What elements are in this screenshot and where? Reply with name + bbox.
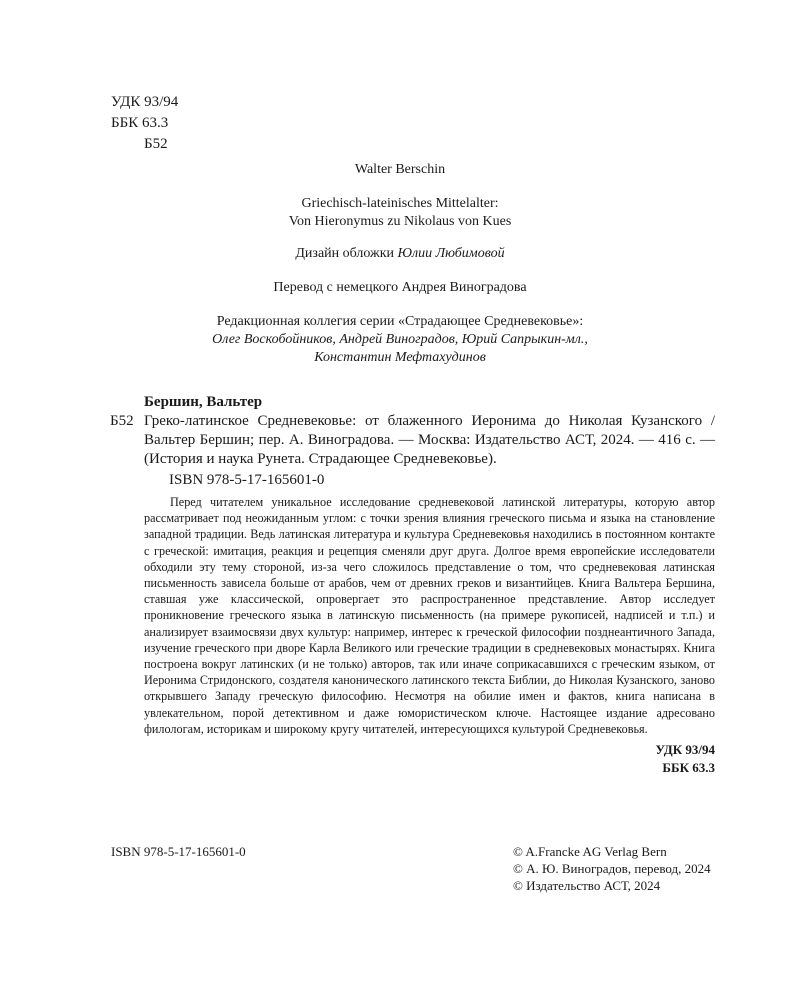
original-author: Walter Berschin: [354, 162, 446, 177]
original-title-line-2: Von Hieronymus zu Nikolaus von Kues: [288, 214, 512, 229]
original-title-line-1: Griechisch-lateinisches Mittelalter:: [301, 196, 499, 211]
bibliographic-record: [110, 393, 715, 490]
copyright-line: © Издательство АСТ, 2024: [513, 878, 661, 893]
copyright-line: © A.Francke AG Verlag Bern: [513, 844, 667, 859]
record-entry: [110, 412, 715, 469]
record-isbn: ISBN 978-5-17-165601-0: [169, 472, 325, 488]
record-text: Греко-латинское Средневековье: от блаженного Иеронима до Николая Кузанского / Вальтер Бершин; пер. А. Виноградова. — Москва: Издательство АСТ, 2024. — 416 с. — (История и наука Рунета. Страдающее Средневековье).: [144, 413, 715, 467]
editorial-board: [110, 313, 690, 367]
annotation-codes: [656, 741, 715, 777]
annotation-udk: УДК 93/94: [655, 742, 715, 757]
annotation: Перед читателем уникальное исследование средневековой латинской литературы, которую автор рассматривает под неожиданным углом: с точки зрения влияния греческого письма и языка на становление западной традиции. Ведь латинская литература и культура Средневековья находились в постоянном контакте с греческой: имитация, реакция и рецепция сменяли друг друга. Долгое время европейские исследователи обходили эту тему стороной, из-за чего сложилось представление о том, что средневековая латинская письменность зависела больше от арабов, чем от древних греков и византийцев. Книга Вальтера Бершина, ставшая уже классической, опровергает это распространенное представление. Автор исследует проникновение греческого языка в латинскую письменность (на примере рукописей, надписей и т.п.) и анализирует взаимосвязи двух культур: например, интерес к греческой философии позднеантичного Запада, изучение греческого при дворе Карла Великого или греческие традиции в средневековых монастырях. Книга построена вокруг латинских (и не только) авторов, так или иначе соприкасавшихся с греческим языком, от Иеронима Стридонского, создателя канонического латинского текста Библии, до Николая Кузанского, заново открывшего Западу греческую философию. Несмотря на обилие имен и фактов, книга написана в увлекательном, порой детективном и даже юмористическом ключе. Настоящее издание адресовано филологам, историкам и широкому кругу читателей, интересующихся культурой Средневековья.: [144, 495, 715, 736]
design-prefix: Дизайн обложки: [295, 246, 395, 261]
annotation-bbk: ББК 63.3: [662, 760, 715, 775]
editorial-board-label: Редакционная коллегия серии «Страдающее Средневековье»:: [216, 314, 584, 329]
editorial-board-names: Олег Воскобойников, Андрей Виноградов, Юрий Сапрыкин-мл., Константин Мефтахудинов: [212, 332, 588, 365]
footer-isbn: ISBN 978-5-17-165601-0: [111, 844, 246, 859]
translation-credit: Перевод с немецкого Андрея Виноградова: [273, 280, 527, 295]
original-title: [110, 195, 690, 231]
record-mark: Б52: [110, 413, 134, 429]
cover-design-credit: [110, 245, 690, 263]
bbk-code: ББК 63.3: [111, 115, 169, 131]
designer-name: Юлии Любимовой: [397, 246, 505, 261]
copyright-block: [513, 843, 711, 894]
classification-codes: [111, 92, 178, 155]
author-mark: Б52: [144, 136, 168, 152]
copyright-line: © А. Ю. Виноградов, перевод, 2024: [513, 861, 711, 876]
udk-code: УДК 93/94: [111, 94, 179, 110]
record-author: Бершин, Вальтер: [144, 394, 263, 410]
